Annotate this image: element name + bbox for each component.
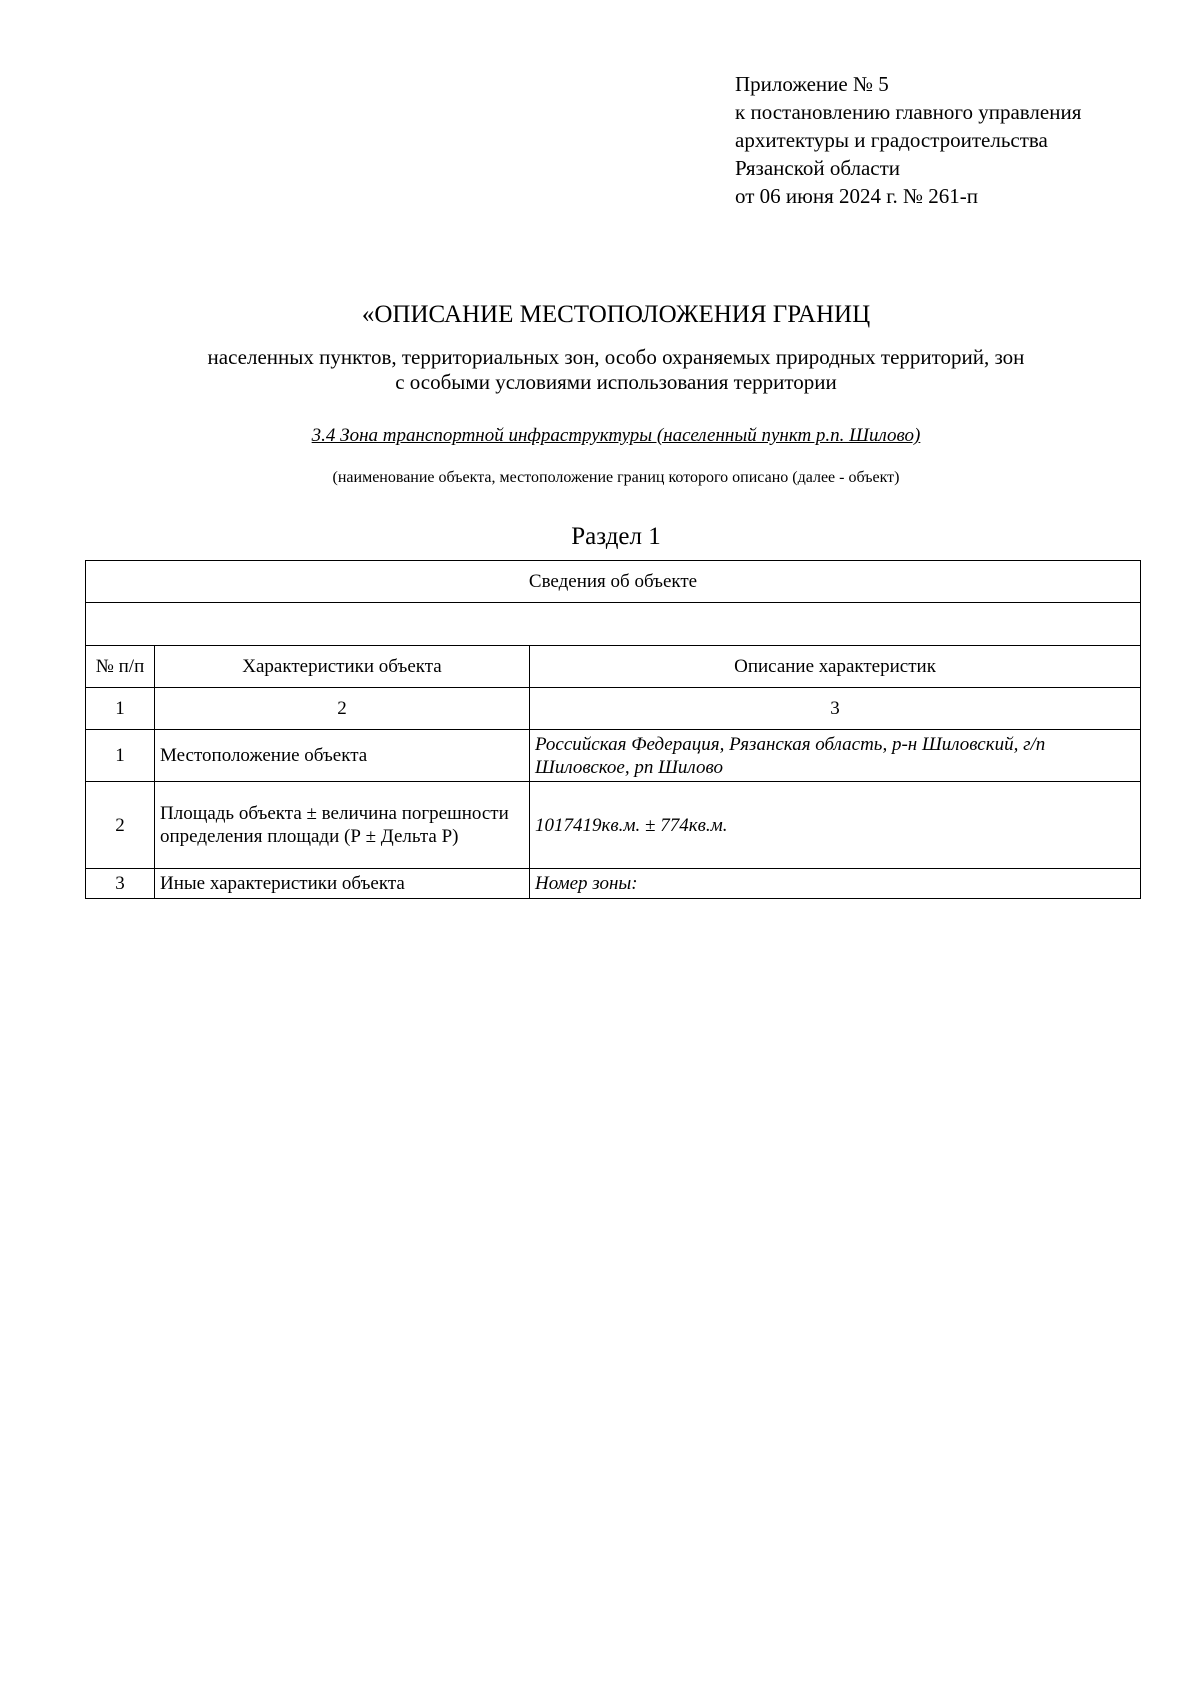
subtitle-line-2: с особыми условиями использования территории: [395, 370, 837, 394]
table-blank-row: [86, 603, 1141, 646]
column-header-num: № п/п: [86, 646, 155, 688]
object-name: [0, 424, 1200, 448]
subtitle-line-1: населенных пунктов, территориальных зон, особо охраняемых природных территорий, зон: [207, 345, 1025, 369]
table-column-number-row: [86, 688, 1141, 730]
table-blank-cell: [86, 603, 1141, 646]
object-caption: (наименование объекта, местоположение границ которого описано (далее - объект): [332, 469, 900, 486]
document-subtitle: [0, 345, 1200, 395]
table-column-header-row: [86, 646, 1141, 688]
table-row: [86, 869, 1141, 899]
annex-line-3: архитектуры и градостроительства: [735, 128, 1048, 152]
annex-line-4: Рязанской области: [735, 156, 901, 180]
table-heading-row: [86, 561, 1141, 603]
object-info-table: [85, 560, 1141, 899]
document-title: «ОПИСАНИЕ МЕСТОПОЛОЖЕНИЯ ГРАНИЦ: [361, 301, 871, 328]
row-characteristic: Площадь объекта ± величина погрешности определения площади (Р ± Дельта Р): [155, 782, 530, 869]
column-number-2: 2: [155, 688, 530, 730]
table-heading: Сведения об объекте: [86, 561, 1141, 603]
column-header-characteristic: Характеристики объекта: [155, 646, 530, 688]
row-num: 3: [86, 869, 155, 899]
row-description: Номер зоны:: [530, 869, 1141, 899]
annex-header: [735, 70, 1081, 210]
object-name-text: 3.4 Зона транспортной инфраструктуры (населенный пункт р.п. Шилово): [311, 425, 921, 446]
row-characteristic: Местоположение объекта: [155, 730, 530, 782]
column-number-3: 3: [530, 688, 1141, 730]
row-num: 1: [86, 730, 155, 782]
row-num: 2: [86, 782, 155, 869]
annex-line-2: к постановлению главного управления: [735, 100, 1082, 124]
column-header-description: Описание характеристик: [530, 646, 1141, 688]
table-row: [86, 730, 1141, 782]
annex-line-5: от 06 июня 2024 г. № 261-п: [735, 184, 978, 208]
row-description: 1017419кв.м. ± 774кв.м.: [530, 782, 1141, 869]
table-row: [86, 782, 1141, 869]
row-description: Российская Федерация, Рязанская область, р-н Шиловский, г/п Шиловское, рп Шилово: [530, 730, 1141, 782]
annex-line-1: Приложение № 5: [735, 72, 889, 96]
section-title: Раздел 1: [571, 523, 661, 550]
column-number-1: 1: [86, 688, 155, 730]
row-characteristic: Иные характеристики объекта: [155, 869, 530, 899]
